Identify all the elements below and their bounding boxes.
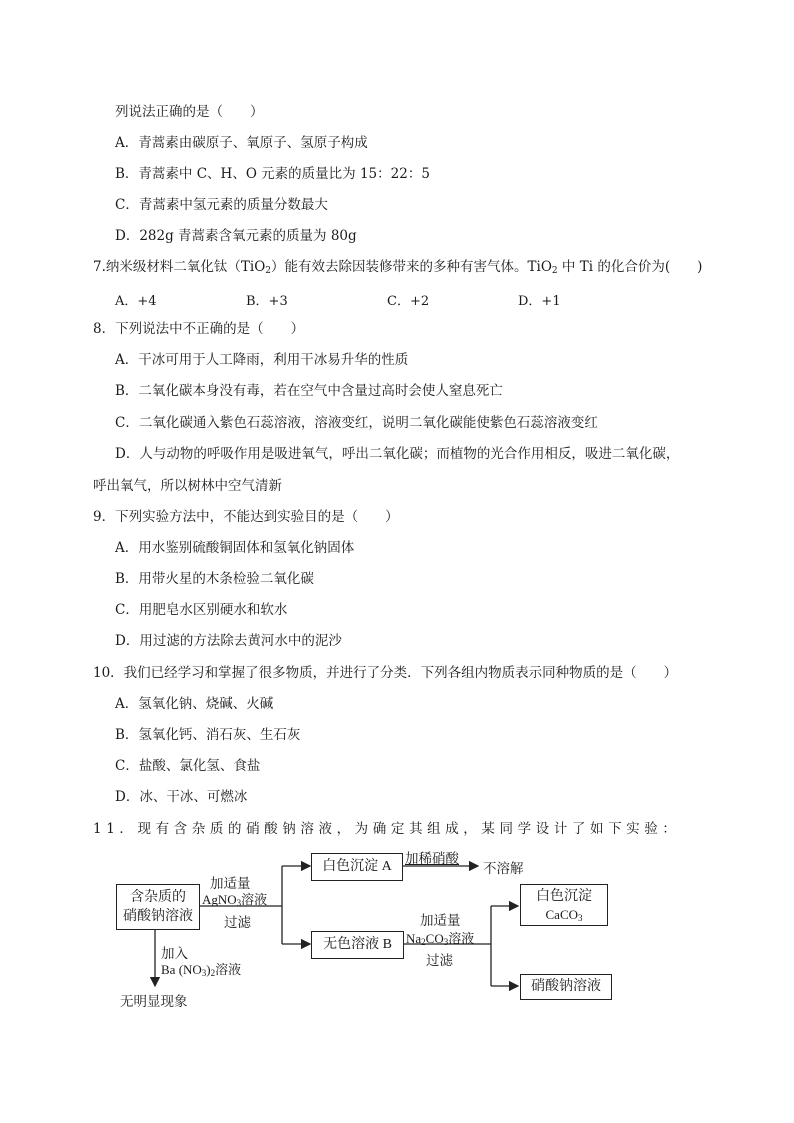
q6-option-d: D．282g 青蒿素含氧元素的质量为 80g [115, 228, 357, 244]
q7-option-a: A．+4 [115, 294, 157, 309]
q8-option-b: B．二氧化碳本身没有毒，若在空气中含量过高时会使人窒息死亡 [115, 383, 503, 399]
reagent1-bottom: 过滤 [224, 915, 251, 930]
q10-option-c: C．盐酸、氯化氢、食盐 [115, 758, 261, 774]
q7-option-b: B．+3 [246, 294, 288, 309]
q10-option-a: A．氢氧化钠、烧碱、火碱 [115, 696, 274, 712]
q10-option-d: D．冰、干冰、可燃冰 [115, 789, 248, 805]
q8-stem: 8．下列说法中不正确的是（ ） [93, 321, 305, 337]
acid-label: 加稀硝酸 [405, 851, 459, 866]
reagent2-mid: $Na_2CO_3$溶液 [406, 931, 475, 947]
start-box-line1: 含杂质的 [130, 890, 186, 905]
q6-option-c: C．青蒿素中氢元素的质量分数最大 [115, 197, 328, 213]
q9-option-b: B．用带火星的木条检验二氧化碳 [115, 571, 314, 587]
q8-option-a: A．干冰可用于人工降雨，利用干冰易升华的性质 [115, 352, 409, 368]
q7-option-c: C．+2 [387, 294, 430, 309]
q9-stem: 9．下列实验方法中，不能达到实验目的是（ ） [93, 509, 399, 525]
q9-option-a: A．用水鉴别硫酸铜固体和氢氧化钠固体 [115, 540, 355, 556]
q10-stem: 10．我们已经学习和掌握了很多物质，并进行了分类．下列各组内物质表示同种物质的是（ ） [93, 665, 678, 681]
box-colorless-solution-b: 无色溶液 B [311, 931, 404, 959]
reagent3-top: 加入 [161, 946, 188, 961]
start-solution-box [116, 884, 200, 930]
reagent2-top: 加适量 [420, 913, 461, 928]
reagent2-bottom: 过滤 [426, 953, 453, 968]
q11-stem: 11．现有含杂质的硝酸钠溶液，为确定其组成，某同学设计了如下实验： [93, 821, 681, 837]
reagent1-mid: AgNO$_3$溶液 [202, 892, 268, 908]
q7-stem: 7.纳米级材料二氧化钛（TiO$_2$）能有效去除因装修带来的多种有害气体。TiO$_2$ 中 Ti 的化合价为( ) [93, 259, 703, 276]
q6-stem-continuation: 列说法正确的是（ ） [115, 104, 264, 120]
insoluble-text: 不溶解 [483, 861, 524, 876]
box-caco3 [520, 884, 608, 926]
caco3-line1: 白色沉淀 [536, 889, 592, 904]
q9-option-d: D．用过滤的方法除去黄河水中的泥沙 [115, 633, 342, 649]
q8-option-d-continuation: 呼出氧气，所以树林中空气清新 [93, 478, 282, 494]
caco3-line2: CaCO$_3$ [545, 907, 583, 923]
box-sodium-nitrate: 硝酸钠溶液 [520, 974, 612, 1000]
q7-option-d: D．+1 [518, 294, 561, 309]
box-white-precipitate-a: 白色沉淀 A [311, 853, 403, 881]
q6-option-a: A．青蒿素由碳原子、氧原子、氢原子构成 [115, 135, 368, 151]
q10-option-b: B．氢氧化钙、消石灰、生石灰 [115, 727, 301, 743]
reagent3-formula: Ba $(NO_3)_2$溶液 [161, 962, 242, 978]
reagent1-top: 加适量 [210, 876, 251, 891]
no-change-text: 无明显现象 [120, 994, 188, 1009]
q6-option-b: B．青蒿素中 C、H、O 元素的质量比为 15：22：5 [115, 166, 430, 182]
q9-option-c: C．用肥皂水区别硬水和软水 [115, 602, 288, 618]
start-box-line2: 硝酸钠溶液 [123, 909, 193, 924]
q8-option-c: C．二氧化碳通入紫色石蕊溶液，溶液变红，说明二氧化碳能使紫色石蕊溶液变红 [115, 415, 598, 431]
q8-option-d: D．人与动物的呼吸作用是吸进氧气，呼出二氧化碳；而植物的光合作用相反，吸进二氧化碳， [115, 446, 680, 462]
